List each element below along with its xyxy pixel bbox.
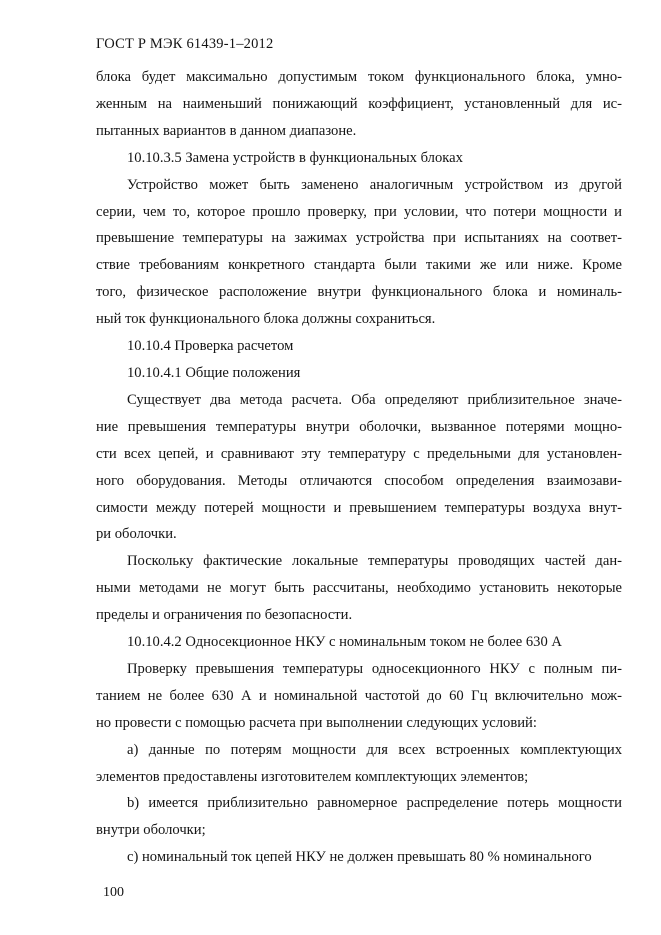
paragraph-line: ние превышения температуры внутри оболочки, вызванное потерями мощно- [96, 418, 622, 435]
paragraph-line: симости между потерей мощности и превышением температуры воздуха внут- [96, 499, 622, 516]
paragraph-line: того, физическое расположение внутри функционального блока и номиналь- [96, 284, 622, 301]
paragraph [96, 844, 622, 871]
paragraph-line: 10.10.4.2 Односекционное НКУ с номинальным током не более 630 А [127, 634, 562, 651]
paragraph [96, 333, 622, 360]
paragraph-line: b) имеется приблизительно равномерное распределение потерь мощности [127, 795, 622, 812]
paragraph-line: превышение температуры на зажимах устройства при испытаниях на соответ- [96, 230, 622, 247]
paragraph-line: а) данные по потерям мощности для всех встроенных комплектующих [127, 741, 622, 758]
document-header: ГОСТ Р МЭК 61439-1–2012 [96, 36, 274, 52]
paragraph-line: сти всех цепей, и сравнивают эту температуру с предельными для установлен- [96, 445, 622, 462]
paragraph [96, 172, 622, 333]
paragraph [96, 64, 622, 145]
paragraph [96, 737, 622, 791]
paragraph-line: Проверку превышения температуры односекционного НКУ с полным пи- [127, 660, 622, 677]
paragraph-line: блока будет максимально допустимым током функционального блока, умно- [96, 69, 622, 85]
page-number: 100 [103, 885, 124, 900]
paragraph-line: ствие требованиям конкретного стандарта были такими же или ниже. Кроме [96, 257, 622, 274]
paragraph [96, 548, 622, 629]
paragraph [96, 387, 622, 548]
paragraph-line: внутри оболочки; [96, 822, 206, 839]
paragraph-line: Существует два метода расчета. Оба определяют приблизительное значе- [127, 391, 622, 408]
paragraph-line: ного оборудования. Методы отличаются способом определения взаимозави- [96, 472, 622, 489]
paragraph-line: серии, чем то, которое прошло проверку, при условии, что потери мощности и [96, 203, 622, 220]
paragraph-line: танием не более 630 А и номинальной частотой до 60 Гц включительно мож- [96, 687, 622, 704]
paragraph-line: элементов предоставлены изготовителем комплектующих элементов; [96, 768, 529, 785]
paragraph-line: ный ток функционального блока должны сохраниться. [96, 311, 436, 328]
paragraph [96, 145, 622, 172]
paragraph-line: 10.10.4 Проверка расчетом [127, 338, 294, 355]
paragraph-line: женным на наименьший понижающий коэффициент, установленный для ис- [96, 95, 622, 112]
paragraph-line: пытанных вариантов в данном диапазоне. [96, 122, 357, 139]
paragraph [96, 360, 622, 387]
paragraph [96, 656, 622, 737]
paragraph-line: пределы и ограничения по безопасности. [96, 607, 353, 624]
paragraph-line: но провести с помощью расчета при выполнении следующих условий: [96, 714, 537, 731]
paragraph-line: 10.10.3.5 Замена устройств в функциональных блоках [127, 149, 463, 166]
paragraph [96, 790, 622, 844]
paragraph-line: с) номинальный ток цепей НКУ не должен превышать 80 % номинального [127, 849, 592, 866]
paragraph-line: ри оболочки. [96, 526, 177, 543]
paragraph-line: Поскольку фактические локальные температуры проводящих частей дан- [127, 553, 622, 570]
paragraph-line: 10.10.4.1 Общие положения [127, 364, 301, 381]
paragraph [96, 629, 622, 656]
document-body [96, 64, 622, 871]
paragraph-line: ными методами не могут быть рассчитаны, необходимо установить некоторые [96, 580, 622, 597]
paragraph-line: Устройство может быть заменено аналогичным устройством из другой [127, 176, 622, 193]
